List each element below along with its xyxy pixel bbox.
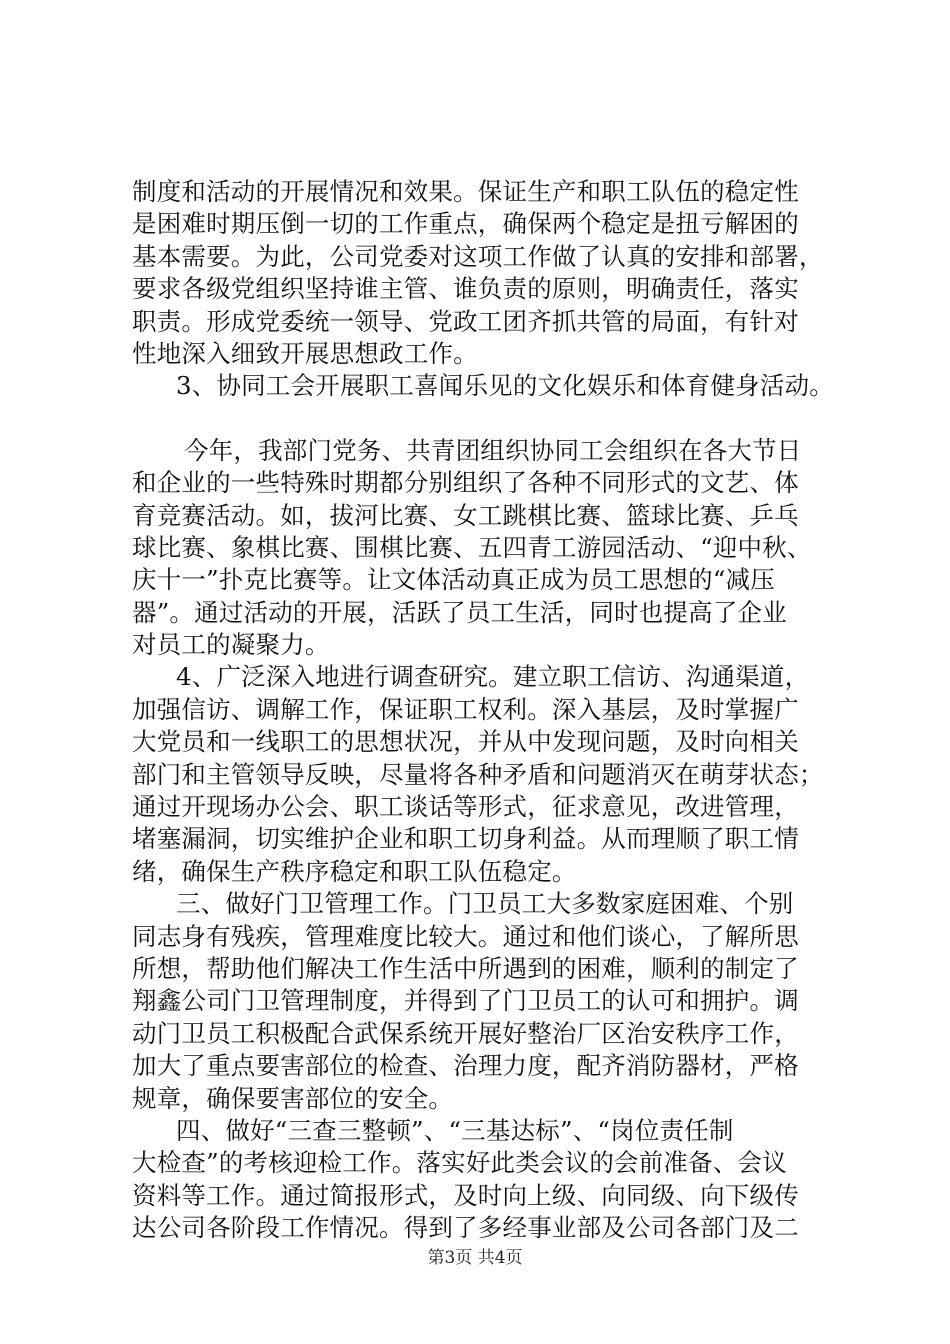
text-line: 器”。通过活动的开展，活跃了员工生活，同时也提高了企业 — [132, 597, 787, 627]
section-heading: 三、做好门卫管理工作。门卫员工大多数家庭困难、个别 — [176, 889, 794, 919]
text-line: 通过开现场办公会、职工谈话等形式，征求意见，改进管理， — [132, 792, 799, 822]
text-line: 庆十一”扑克比赛等。让文体活动真正成为员工思想的“减压 — [132, 565, 775, 595]
section-heading: 4、广泛深入地进行调查研究。建立职工信访、沟通渠道， — [176, 662, 810, 692]
text-line: 所想，帮助他们解决工作生活中所遇到的困难，顺利的制定了 — [132, 953, 799, 983]
page-number-footer: 第3页 共4页 — [427, 1248, 523, 1268]
section-heading: 3、协同工会开展职工喜闻乐见的文化娱乐和体育健身活动。 — [176, 371, 834, 401]
text-line: 翔鑫公司门卫管理制度，并得到了门卫员工的认可和拥护。调 — [132, 986, 799, 1016]
text-line: 绪，确保生产秩序稳定和职工队伍稳定。 — [132, 856, 577, 886]
text-line: 基本需要。为此，公司党委对这项工作做了认真的安排和部署， — [132, 241, 824, 271]
text-line: 资料等工作。通过简报形式，及时向上级、向同级、向下级传 — [132, 1180, 799, 1210]
section-heading: 四、做好“三查三整顿”、“三基达标”、“岗位责任制 — [176, 1115, 734, 1145]
text-line: 大检查”的考核迎检工作。落实好此类会议的会前准备、会议 — [132, 1148, 787, 1178]
text-line: 要求各级党组织坚持谁主管、谁负责的原则，明确责任，落实 — [132, 274, 799, 304]
text-line: 对员工的凝聚力。 — [132, 630, 330, 660]
text-line: 制度和活动的开展情况和效果。保证生产和职工队伍的稳定性 — [132, 177, 799, 206]
text-line: 达公司各阶段工作情况。得到了多经事业部及公司各部门及二 — [132, 1213, 799, 1243]
text-line: 和企业的一些特殊时期都分别组织了各种不同形式的文艺、体 — [132, 468, 799, 498]
text-line: 堵塞漏洞，切实维护企业和职工切身利益。从而理顺了职工情 — [132, 824, 799, 854]
text-line: 职责。形成党委统一领导、党政工团齐抓共管的局面，有针对 — [132, 306, 799, 336]
document-body — [132, 176, 832, 1245]
text-line: 部门和主管领导反映，尽量将各种矛盾和问题消灭在萌芽状态； — [132, 759, 824, 789]
text-line: 同志身有残疾，管理难度比较大。通过和他们谈心，了解所思 — [132, 921, 799, 951]
text-line: 球比赛、象棋比赛、围棋比赛、五四青工游园活动、“迎中秋、 — [132, 532, 812, 562]
text-line: 加大了重点要害部位的检查、治理力度，配齐消防器材，严格 — [132, 1051, 799, 1081]
text-line: 加强信访、调解工作，保证职工权利。深入基层，及时掌握广 — [132, 694, 799, 724]
text-line: 今年，我部门党务、共青团组织协同工会组织在各大节日 — [184, 435, 802, 465]
text-line: 大党员和一线职工的思想状况，并从中发现问题，及时向相关 — [132, 727, 799, 757]
text-line: 动门卫员工积极配合武保系统开展好整治厂区治安秩序工作， — [132, 1018, 799, 1048]
text-line: 规章，确保要害部位的安全。 — [132, 1083, 454, 1113]
text-line: 性地深入细致开展思想政工作。 — [132, 338, 478, 368]
text-line: 是困难时期压倒一切的工作重点，确保两个稳定是扭亏解困的 — [132, 209, 799, 239]
paragraph-gap — [132, 403, 832, 435]
text-line: 育竞赛活动。如，拔河比赛、女工跳棋比赛、篮球比赛、乒乓 — [132, 500, 799, 530]
